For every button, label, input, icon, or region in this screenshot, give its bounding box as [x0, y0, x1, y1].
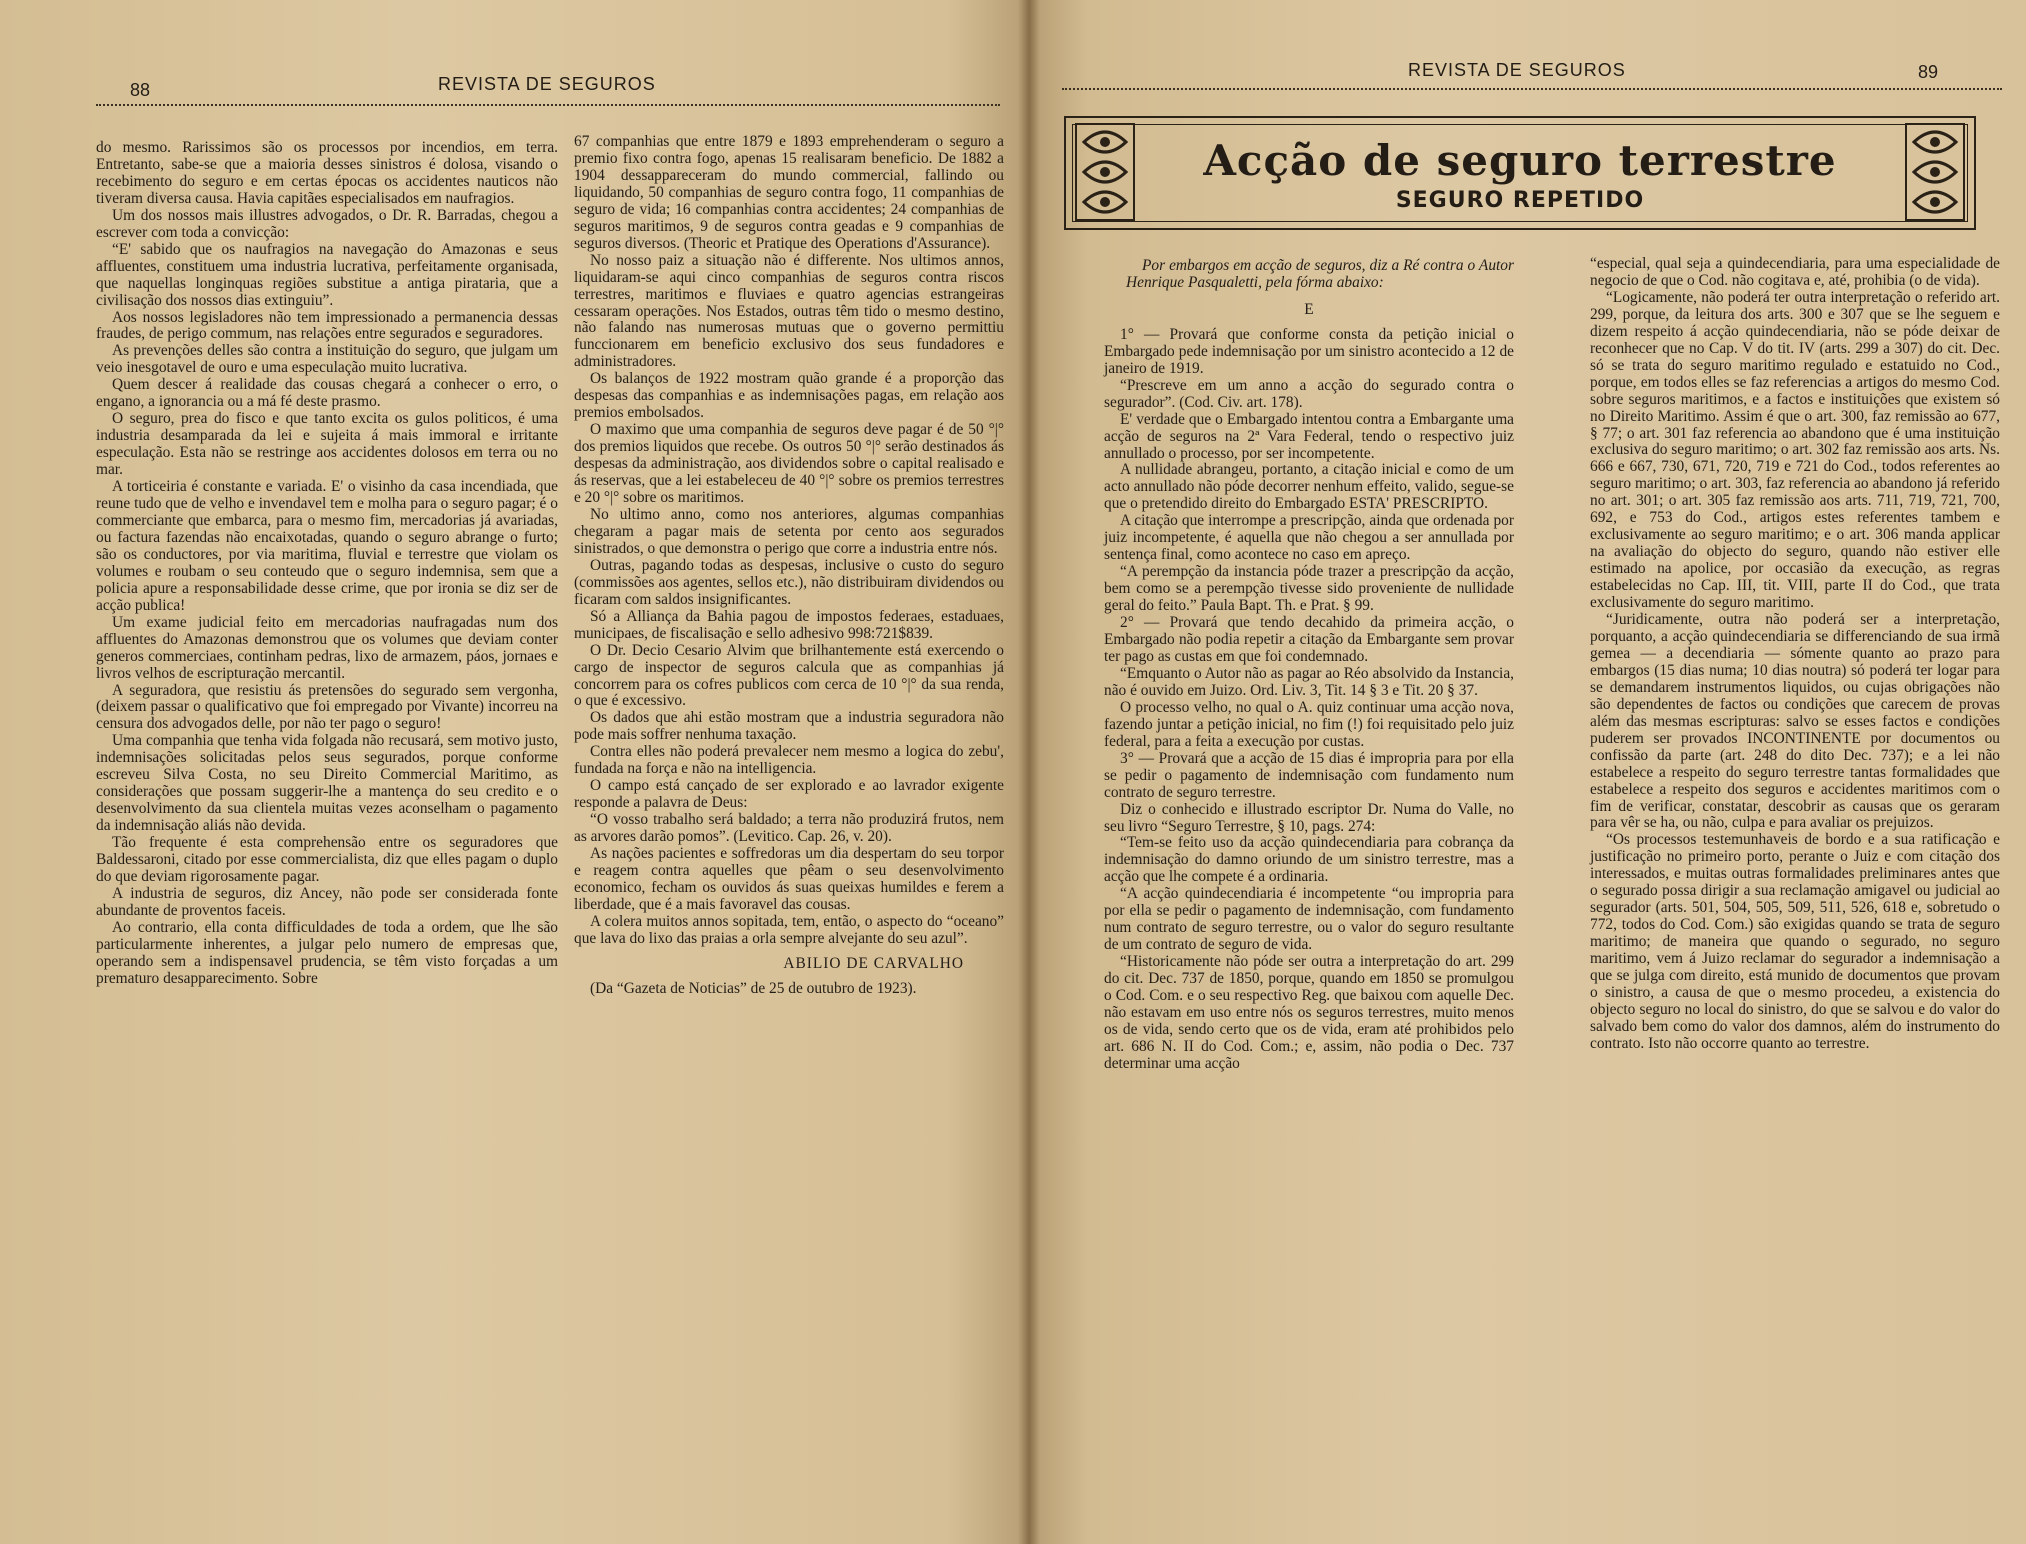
paragraph: O campo está cançado de ser explorado e ao lavrador exigente responde a palavra de Deus:	[574, 777, 1004, 812]
paragraph: Aos nossos legisladores não tem impressionado a permanencia dessas fraudes, de perigo commum, nas relações entre segurados e seguradores.	[96, 308, 558, 343]
page-gutter	[1018, 0, 1040, 1544]
paragraph: “A acção quindecendiaria é incompetente “ou impropria para por ella se pedir o pagamento de indemnisação, com fundamento num contrato de seguro terrestre, ou o valor do seguro resultante de um contrato de seguro de vida.	[1104, 885, 1514, 954]
paragraph: do mesmo. Rarissimos são os processos por incendios, em terra. Entretanto, sabe-se que a maioria desses sinistros é dolosa, visando o recebimento do seguro e em certas épocas os accidentes nauticos não tiveram diversa causa. Havia capitães especialisados em naufragios.	[96, 139, 558, 207]
article-subtitle: SEGURO REPETIDO	[1395, 188, 1645, 213]
paragraph: O Dr. Decio Cesario Alvim que brilhantemente está exercendo o cargo de inspector de seguros calcula que as companhias já concorrem para os cofres publicos com cerca de 10 °|° da sua renda, o que é excessivo.	[574, 641, 1004, 710]
paragraph: Quem descer á realidade das cousas chegará a conhecer o erro, o engano, a ignorancia ou a má fé deste prasmo.	[96, 376, 558, 411]
paragraph: Um dos nossos mais illustres advogados, o Dr. R. Barradas, chegou a escrever com toda a convicção:	[96, 206, 558, 241]
article-column-1	[96, 140, 558, 988]
paragraph: 1° — Provará que conforme consta da petição inicial o Embargado pede indemnisação por um sinistro acontecido a 12 de janeiro de 1919.	[1104, 325, 1514, 377]
paragraph: O processo velho, no qual o A. quiz continuar uma acção nova, fazendo juntar a petição inicial, no fim (!) foi requisitado pelo juiz federal, para a feita a execução por custas.	[1104, 698, 1514, 750]
paragraph: “Tem-se feito uso da acção quindecendiaria para cobrança da indemnisação do damno oriundo de um sinistro terrestre, mas a acção que lhe compete é a ordinaria.	[1104, 834, 1514, 886]
paragraph: “especial, qual seja a quindecendiaria, para uma especialidade de negocio de que o Cod. não cogitava e, até, prohibia (o de vida).	[1590, 255, 2000, 289]
source-note: (Da “Gazeta de Noticias” de 25 de outubro de 1923).	[590, 979, 917, 997]
paragraph: Diz o conhecido e illustrado escriptor Dr. Numa do Valle, no seu livro “Seguro Terrestre, § 10, pags. 274:	[1104, 800, 1514, 835]
page-number: 88	[130, 80, 151, 100]
right-ornament-icon	[1904, 122, 1966, 222]
section-letter: E	[1304, 300, 1314, 318]
paragraph: “Logicamente, não poderá ter outra interpretação o referido art. 299, porque, da leitura dos arts. 300 e 307 que se lhe seguem e dizem respeito á acção quindecendiaria, não se póde deixar de reconhecer que no Cap. V do tit. IV (arts. 299 a 307) do cit. Dec. só se trata do seguro maritimo regulado e estatuido no Cod., porque, em todos elles se faz referencias a artigos do mesmo Cod. sobre seguros maritimos, e a factos e instituições que existem só no Direito Maritimo. Assim é que o art. 300, faz remissão ao 677, § 77; o art. 301 faz referencia ao abandono que é uma instituição exclusiva do seguro maritimo; o art. 302 faz remissão aos arts. Ns. 666 e 667, 730, 671, 720, 719 e 721 do Cod., todos referentes ao seguro maritimo; o art. 303, faz referencia ao abandono já referido no art. 301; o art. 305 faz remissão aos arts. 711, 719, 721, 700, 692, e 753 do Cod., artigos estes referentes tambem e exclusivamente ao seguro maritimo; e o art. 306 manda applicar na avaliação do objecto do seguro, quando não estiver elle estimado na apolice, por occasião da execução, as regras estabelecidas no Cap. III, tit. VIII, parte II do Cod., que trata exclusivamente do seguro maritimo.	[1590, 288, 2000, 612]
article-column-2	[1590, 256, 2000, 1053]
paragraph: “Prescreve em um anno a acção do segurado contra o segurador”. (Cod. Civ. art. 178).	[1104, 376, 1514, 411]
paragraph: A nullidade abrangeu, portanto, a citação inicial e como de um acto annullado não póde decorrer nenhum effeito, valido, segue-se que o pretendido direito do Embargado ESTA' PRESCRIPTO.	[1104, 461, 1514, 513]
paragraph: As prevenções delles são contra a instituição do seguro, que julgam um veio inesgotavel de ouro e uma especulação muito lucrativa.	[96, 342, 558, 377]
paragraph: “Juridicamente, outra não poderá ser a interpretação, porquanto, a acção quindecendiaria se differenciando de sua irmã gemea — a decendiaria — sómente quanto ao prazo para embargos (15 dias numa; 10 dias noutra) só poderá ter logar para se demandarem instrumentos liquidos, ou cujas obrigações não são dependentes de factos ou condições que carecem de provas além das mesmas escripturas: salvo se esses factos e condições puderem ser provados INCONTINENTE por documentos ou confissão da parte (art. 248 do dito Dec. 737); e a lei não estabelece a respeito do seguro terrestre tantas formalidades que estabelece a respeito dos seguros e accidentes maritimos com o fim de verificar, constatar, descobrir as causas que os geraram para vêr se ha, ou não, culpa e para avaliar os prejuizos.	[1590, 611, 2000, 832]
paragraph: “Historicamente não póde ser outra a interpretação do art. 299 do cit. Dec. 737 de 1850, porque, quando em 1850 se promulgou o Cod. Com. e o seu respectivo Reg. que baixou com aquelle Dec. não estavam em uso entre nós os seguros terrestres, muito menos os de vida, sendo certo que os de vida, eram até prohibidos pelo art. 686 N. II do Cod. Com.; e, assim, não podia o Dec. 737 determinar uma acção	[1104, 953, 1514, 1072]
paragraph: “A perempção da instancia póde trazer a prescripção da acção, bem como se a perempção tivesse sido proveniente de nullidade geral do feito.” Paula Bapt. Th. e Prat. § 99.	[1104, 563, 1514, 615]
paragraph: Os balanços de 1922 mostram quão grande é a proporção das despesas das companhias e as indemnisações pagas, em relação aos premios embolsados.	[574, 370, 1004, 422]
running-head: REVISTA DE SEGUROS	[1408, 60, 1626, 80]
paragraph: As nações pacientes e soffredoras um dia despertam do seu torpor e reagem contra aquelles que pêam o seu desenvolvimento economico, fecham os ouvidos ás suas queixas humildes e ferem a liberdade, que é a mais favoravel das cousas.	[574, 845, 1004, 913]
running-head: REVISTA DE SEGUROS	[438, 74, 656, 94]
paragraph: Só a Alliança da Bahia pagou de impostos federaes, estaduaes, municipaes, de fiscalisação e sello adhesivo 998:721$839.	[574, 607, 1004, 642]
header-rule	[96, 104, 1000, 106]
paragraph: Uma companhia que tenha vida folgada não recusará, sem motivo justo, indemnisações solicitadas pelos seus segurados, porque conforme escreveu Silva Costa, no seu Direito Commercial Maritimo, as considerações que possam suggerir-lhe a mantença do seu credito e o desenvolvimento da sua clientela muitas vezes aconselham o pagamento da indemnisação aliás não devida.	[96, 732, 558, 835]
paragraph: 2° — Provará que tendo decahido da primeira acção, o Embargado não podia repetir a citação da Embargante sem provar ter pago as custas em que foi condemnado.	[1104, 614, 1514, 665]
paragraph: “E' sabido que os naufragios na navegação do Amazonas e seus affluentes, constituem uma industria lucrativa, perfeitamente organisada, que naquellas longinquas regiões substitue a antiga pirataria, que a civilisação dos nossos dias extinguiu”.	[96, 240, 558, 309]
paragraph: E' verdade que o Embargado intentou contra a Embargante uma acção de seguros na 2ª Vara Federal, tendo o respectivo juiz annullado o processo, por ser incompetente.	[1104, 410, 1514, 462]
paragraph: “Emquanto o Autor não as pagar ao Réo absolvido da Instancia, não é ouvido em Juizo. Ord. Liv. 3, Tit. 14 § 3 e Tit. 20 § 37.	[1104, 664, 1514, 699]
author-signature: ABILIO DE CARVALHO	[783, 954, 964, 972]
article-column-2	[574, 134, 1004, 998]
paragraph: A colera muitos annos sopitada, tem, então, o aspecto do “oceano” que lava do lixo das praias a orla sempre alvejante do seu azul”.	[574, 912, 1004, 947]
paragraph: Os dados que ahi estão mostram que a industria seguradora não pode mais soffrer nenhuma taxação.	[574, 709, 1004, 744]
article-title: Acção de seguro terrestre	[1203, 136, 1837, 185]
paragraph: Contra elles não poderá prevalecer nem mesmo a logica do zebu', fundada na força e não na intelligencia.	[574, 743, 1004, 778]
paragraph: A torticeiria é constante e variada. E' o visinho da casa incendiada, que reune tudo que de velho e invendavel tem e molha para o seguro pagar; é o commerciante que embarca, para o mesmo fim, mercadorias já avariadas, ou factura fazendas não encaixotadas, quando o seguro abrange o furto; são os conductores, por via maritima, fluvial e terrestre que violam os volumes e roubam o seu conteudo que o seguro indemnisa, sem que a policia apure a responsabilidade desse crime, que por ironia se diz ser de acção publica!	[96, 478, 558, 614]
paragraph: Tão frequente é esta comprehensão entre os seguradores que Baldessaroni, citado por esse commercialista, diz que elles pagam o duplo do que deviam rigorosamente pagar.	[96, 834, 558, 885]
article-title-box	[1064, 116, 1976, 230]
left-ornament-icon	[1074, 122, 1136, 222]
paragraph: 3° — Provará que a acção de 15 dias é impropria para por ella se pedir o pagamento de indemnisação com fundamento num contrato de seguro terrestre.	[1104, 749, 1514, 801]
intro-paragraph: Por embargos em acção de seguros, diz a Ré contra o Autor Henrique Pasqualetti, pela fórma abaixo:	[1126, 257, 1514, 291]
paragraph: O maximo que uma companhia de seguros deve pagar é de 50 °|° dos premios liquidos que recebe. Os outros 50 °|° serão destinados ás despesas da administração, aos dividendos sobre o capital realisado e ás reservas, que a lei estabeleceu de 40 °|° sobre os premios terrestres e 20 °|° sobre os maritimos.	[574, 421, 1004, 507]
paragraph: Ao contrario, ella conta difficuldades de toda a ordem, que lhe são particularmente inherentes, a julgar pelo numero de empresas que, operando sem a indispensavel prudencia, se têm visto forçadas a um prematuro desapparecimento. Sobre	[96, 918, 558, 987]
page-number: 89	[1918, 62, 1939, 82]
paragraph: No ultimo anno, como nos anteriores, algumas companhias chegaram a pagar mais de setenta por cento aos segurados sinistrados, o que demonstra o perigo que corre a industria entre nós.	[574, 505, 1004, 557]
paragraph: A citação que interrompe a prescripção, ainda que ordenada por juiz incompetente, é aquella que não chegou a ser annullada por sentença final, como acontece no caso em apreço.	[1104, 512, 1514, 564]
paragraph: A seguradora, que resistiu ás pretensões do segurado sem vergonha, (deixem passar o qualificativo que foi empregado por Vivante) incorreu na censura dos advogados delle, por não ter pago o seguro!	[96, 681, 558, 733]
paragraph: No nosso paiz a situação não é differente. Nos ultimos annos, liquidaram-se aqui cinco companhias de seguros contra riscos terrestres, maritimos e fluviaes e quatro agencias estrangeiras cessaram operações. Nos Estados, outras têm tido o mesmo destino, não falando nas numerosas mutuas que o governo permittiu funccionarem em beneficio exclusivo dos seus fundadores e administradores.	[574, 251, 1004, 371]
paragraph: Um exame judicial feito em mercadorias naufragadas num dos affluentes do Amazonas demonstrou que os volumes que deviam conter generos commerciaes, continham pedras, lixo de armazem, páos, jornaes e livros velhos de escripturação mercantil.	[96, 613, 558, 682]
paragraph: “O vosso trabalho será baldado; a terra não produzirá frutos, nem as arvores darão pomos”. (Levitico. Cap. 26, v. 20).	[574, 811, 1004, 846]
paragraph: A industria de seguros, diz Ancey, não pode ser considerada fonte abundante de proventos faceis.	[96, 884, 558, 919]
paragraph: “Os processos testemunhaveis de bordo e a sua ratificação e justificação no primeiro porto, perante o Juiz e com citação dos interessados, e muitas outras formalidades preliminares antes que o segurado possa dirigir a sua reclamação amigavel ou judicial ao segurador (arts. 501, 504, 505, 509, 511, 526, 618 e, sobretudo o 772, todos do Cod. Com.) são exigidas quando se trata de seguro maritimo; de maneira que quando o segurado, no seguro maritimo, vem á Juizo reclamar do segurador a indemnisação a que se julga com direito, está munido de documentos que provam o sinistro, a causa de que o mesmo procedeu, a existencia do objecto seguro no local do sinistro, do que se salvou e do valor do salvado bem como do valor dos damnos, além do instrumento do contrato. Isto não occorre quanto ao terrestre.	[1590, 831, 2000, 1052]
paragraph: Outras, pagando todas as despesas, inclusive o custo do seguro (commissões aos agentes, sellos etc.), não distribuiram dividendos ou ficaram com saldos insignificantes.	[574, 556, 1004, 608]
header-rule	[1062, 88, 2002, 90]
article-column-1	[1104, 258, 1514, 1073]
paragraph: 67 companhias que entre 1879 e 1893 emprehenderam o seguro a premio fixo contra fogo, apenas 15 realisaram beneficio. De 1882 a 1904 dessappareceram do mundo commercial, fallindo ou liquidando, 50 companhias de seguro contra fogo, 11 companhias de seguro de vida; 16 companhias contra accidentes; 24 companhias de seguros maritimos, 9 de seguros contra geadas e 9 companhias de seguros diversos. (Theoric et Pratique des Operations d'Assurance).	[574, 133, 1004, 252]
paragraph: O seguro, prea do fisco e que tanto excita os gulos politicos, é uma industria desamparada da lei e sujeita á mais immoral e irritante especulação. Esta não se restringe aos accidentes dolosos em terra ou no mar.	[96, 410, 558, 479]
